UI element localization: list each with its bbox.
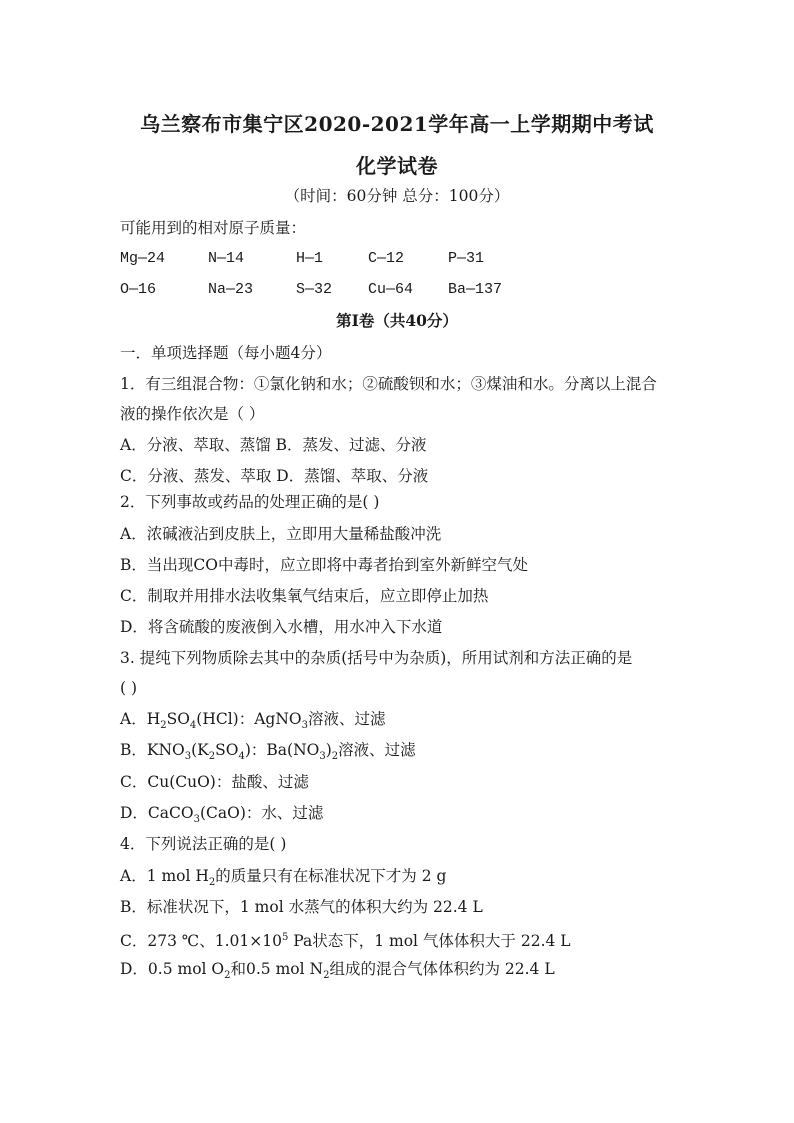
- q3-option-b: B．$KNO_3(K_2SO_4)$：$Ba(NO_3)_2$溶液、过滤: [120, 741, 416, 763]
- mass-mg: Mg—24: [120, 250, 166, 267]
- q4-option-b: B．标准状况下，1 mol 水蒸气的体积大约为 22.4 L: [120, 898, 483, 916]
- section-title: 第Ⅰ卷（共40分）: [336, 311, 458, 330]
- q3-option-c: C．Cu(CuO)：盐酸、过滤: [120, 773, 309, 791]
- atomic-mass-label: 可能用到的相对原子质量：: [120, 219, 307, 237]
- q2-stem: 2．下列事故或药品的处理正确的是( ): [120, 493, 380, 511]
- q1-stem-line1: 1．有三组混合物：①氯化钠和水；②硫酸钡和水；③煤油和水。分离以上混合: [120, 375, 657, 393]
- q4-option-d: D．0.5 mol $O_2$和0.5 mol $N_2$组成的混合气体体积约为 22.4 L: [120, 960, 555, 982]
- q2-option-c: C．制取并用排水法收集氧气结束后，应立即停止加热: [120, 587, 489, 605]
- mass-h: H—1: [296, 250, 324, 267]
- q2-option-b: B．当出现CO中毒时，应立即将中毒者抬到室外新鲜空气处: [120, 556, 528, 574]
- q4-stem: 4．下列说法正确的是( ): [120, 835, 287, 853]
- q4-option-a: A．1 mol $H_2$的质量只有在标准状况下才为 2 g: [120, 867, 447, 889]
- mass-n: N—14: [208, 250, 245, 267]
- mass-ba: Ba—137: [448, 281, 503, 298]
- exam-title: 乌兰察布市集宁区2020-2021学年高一上学期期中考试: [140, 112, 654, 136]
- q2-option-a: A．浓碱液沾到皮肤上，立即用大量稀盐酸冲洗: [120, 525, 442, 543]
- mass-cu: Cu—64: [368, 281, 414, 298]
- q1-options-ab: A．分液、萃取、蒸馏 B．蒸发、过滤、分液: [120, 436, 427, 454]
- q3-option-d: D．CaCO$_3$(CaO)：水、过滤: [120, 804, 324, 826]
- q1-options-cd: C．分液、蒸发、萃取 D．蒸馏、萃取、分液: [120, 467, 429, 485]
- q3-stem-line2: ( ): [120, 679, 138, 697]
- mass-c: C—12: [368, 250, 405, 267]
- exam-subtitle: 化学试卷: [356, 154, 438, 178]
- q3-option-a: A．$H_2SO_4(HCl)$：AgNO$_3$溶液、过滤: [120, 710, 386, 732]
- time-info: （时间：60分钟 总分：100分）: [284, 187, 510, 205]
- mass-o: O—16: [120, 281, 157, 298]
- q3-stem-line1: 3. 提纯下列物质除去其中的杂质(括号中为杂质)，所用试剂和方法正确的是: [120, 649, 633, 667]
- mass-na: Na—23: [208, 281, 254, 298]
- q1-stem-line2: 液的操作依次是（ ）: [120, 405, 265, 423]
- q2-option-d: D．将含硫酸的废液倒入水槽，用水冲入下水道: [120, 618, 443, 636]
- mass-p: P—31: [448, 250, 485, 267]
- part-heading: 一．单项选择题（每小题4分）: [120, 344, 332, 362]
- mass-s: S—32: [296, 281, 333, 298]
- q4-option-c: C．273 ℃、$1.01\times 10^5$ Pa状态下，1 mol 气体体积大于 22.4 L: [120, 932, 571, 951]
